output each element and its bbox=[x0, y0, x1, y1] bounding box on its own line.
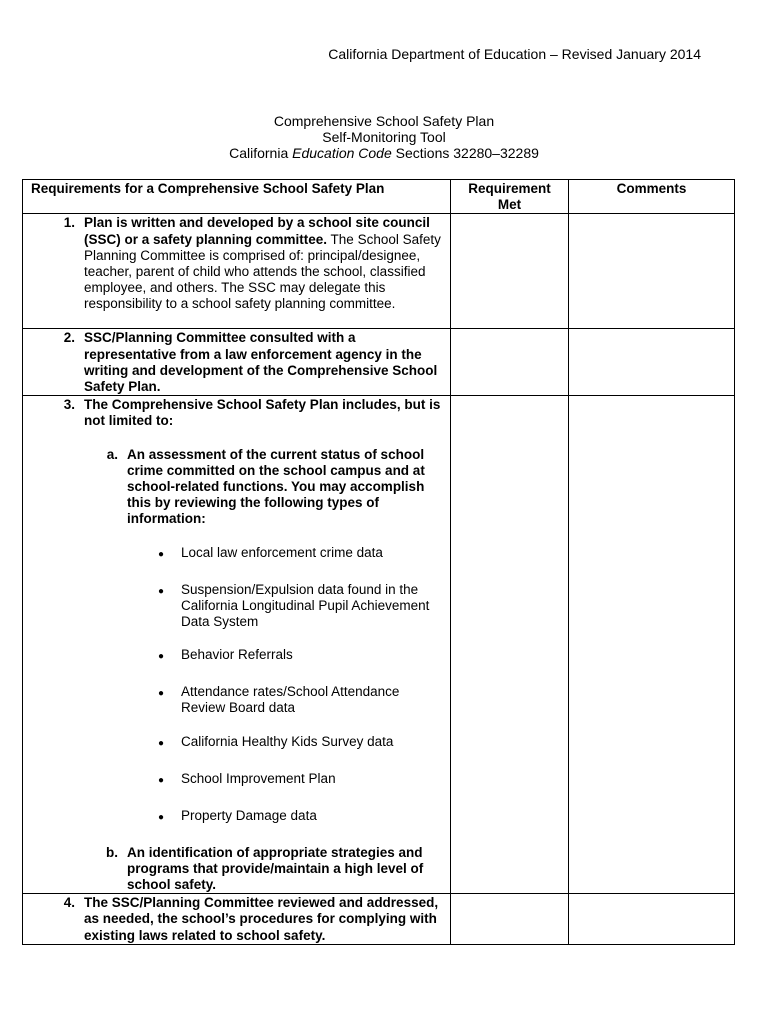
list-item: ● School Improvement Plan bbox=[23, 771, 450, 791]
sub-item-b: b. An identification of appropriate strategies and programs that provide/maintain a high level of school safety. bbox=[106, 844, 424, 893]
table-row bbox=[23, 329, 735, 396]
requirement-text: Plan is written and developed by a school site council (SSC) or a safety planning committee. The School Safety Planning Committee is comprised of: principal/designee, teacher, parent of child who attends the school, classified employee, and others. The SSC may delegate this responsibility to a school safety planning committee. bbox=[84, 215, 441, 312]
table-row bbox=[23, 396, 735, 894]
bullet-icon: ● bbox=[157, 737, 164, 749]
table-header-row bbox=[23, 180, 735, 214]
list-item: ● Local law enforcement crime data bbox=[23, 545, 450, 565]
title-line-1: Comprehensive School Safety Plan bbox=[273, 113, 495, 129]
bullet-icon: ● bbox=[157, 585, 164, 597]
sub-item-a: a. An assessment of the current status of school crime committed on the school campus and at school-related functions. You may accomplish this by reviewing the following types of information: bbox=[106, 446, 425, 527]
education-code-italic: Education Code bbox=[292, 145, 392, 161]
bullet-icon: ● bbox=[157, 548, 164, 560]
requirement-cell bbox=[23, 396, 451, 894]
requirement-text: The Comprehensive School Safety Plan includes, but is not limited to: bbox=[84, 397, 441, 429]
requirement-cell bbox=[23, 214, 451, 329]
requirement-cell bbox=[23, 894, 451, 945]
list-item: ● Behavior Referrals bbox=[23, 647, 450, 667]
comments-cell[interactable] bbox=[569, 329, 735, 396]
header-comments: Comments bbox=[569, 180, 735, 214]
page-header: California Department of Education – Revised January 2014 bbox=[328, 46, 701, 62]
comments-cell[interactable] bbox=[569, 894, 735, 945]
safety-plan-table bbox=[22, 179, 735, 945]
title-line-2: Self-Monitoring Tool bbox=[322, 129, 446, 145]
row-number: 1. bbox=[63, 215, 75, 231]
table-row bbox=[23, 894, 735, 945]
requirement-met-cell[interactable] bbox=[451, 894, 569, 945]
header-requirement-met: Requirement Met bbox=[451, 180, 569, 214]
header-requirements: Requirements for a Comprehensive School Safety Plan bbox=[23, 180, 451, 214]
requirement-text: The SSC/Planning Committee reviewed and addressed, as needed, the school’s procedures for complying with existing laws related to school safety. bbox=[84, 895, 439, 943]
document-title-block bbox=[0, 113, 768, 161]
row-number: 2. bbox=[63, 330, 75, 346]
bullet-icon: ● bbox=[157, 774, 164, 786]
list-item: ● Property Damage data bbox=[23, 808, 450, 828]
requirement-met-cell[interactable] bbox=[451, 329, 569, 396]
title-line-3: California Education Code Sections 32280–32289 bbox=[229, 145, 539, 161]
requirement-met-cell[interactable] bbox=[451, 396, 569, 894]
table-row bbox=[23, 214, 735, 329]
list-item: ● California Healthy Kids Survey data bbox=[23, 734, 450, 754]
comments-cell[interactable] bbox=[569, 396, 735, 894]
comments-cell[interactable] bbox=[569, 214, 735, 329]
requirement-met-cell[interactable] bbox=[451, 214, 569, 329]
bullet-icon: ● bbox=[157, 688, 164, 700]
list-item: ● Attendance rates/School Attendance Review Board data bbox=[23, 684, 450, 716]
list-item: ● Suspension/Expulsion data found in the California Longitudinal Pupil Achievement Data System bbox=[23, 582, 450, 631]
row-number: 3. bbox=[63, 397, 75, 413]
requirement-text: SSC/Planning Committee consulted with a representative from a law enforcement agency in the writing and development of the Comprehensive School Safety Plan. bbox=[84, 330, 438, 395]
bullet-icon: ● bbox=[157, 651, 164, 663]
row-number: 4. bbox=[63, 895, 75, 911]
bullet-icon: ● bbox=[157, 811, 164, 823]
requirement-cell bbox=[23, 329, 451, 396]
information-list bbox=[23, 545, 450, 828]
